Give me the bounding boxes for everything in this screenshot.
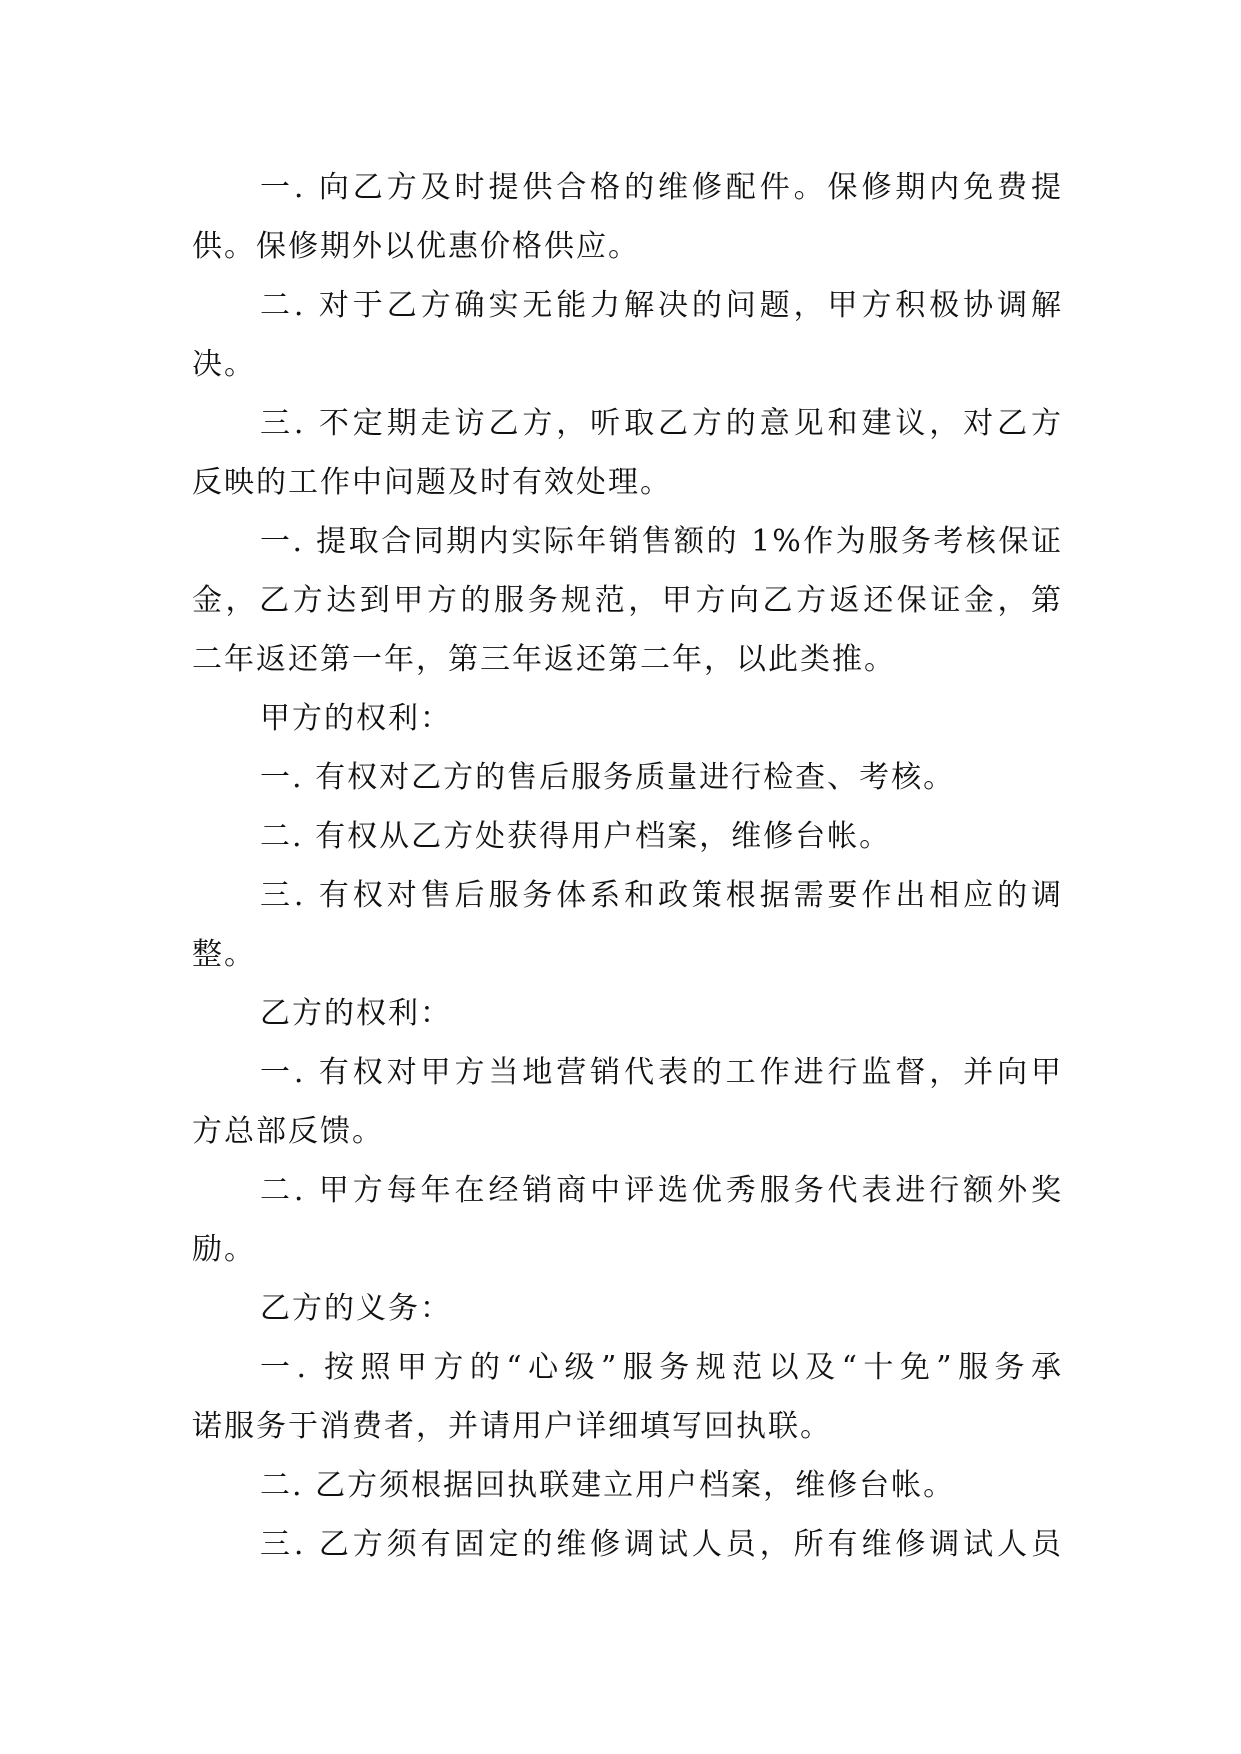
text-line: 二. 乙方须根据回执联建立用户档案，维修台帐。 [260, 1468, 956, 1503]
paragraph [192, 276, 1063, 394]
text-line: 二. 甲方每年在经销商中评选优秀服务代表进行额外奖 [260, 1173, 1063, 1208]
paragraph [192, 1161, 1063, 1279]
text-line: 方总部反馈。 [192, 1114, 384, 1149]
text-line: 一. 提取合同期内实际年销售额的 1%作为服务考核保证 [260, 524, 1063, 559]
text-line: 三. 不定期走访乙方，听取乙方的意见和建议，对乙方 [260, 406, 1063, 441]
paragraph [192, 512, 1063, 689]
paragraph [192, 866, 1063, 984]
text-line: 一. 按照甲方的“心级”服务规范以及“十免”服务承 [260, 1350, 1063, 1385]
text-line: 乙方的权利： [260, 996, 452, 1031]
text-line: 金，乙方达到甲方的服务规范，甲方向乙方返还保证金，第 [192, 583, 1063, 618]
text-line: 甲方的权利： [260, 701, 452, 736]
text-line: 励。 [192, 1232, 256, 1267]
paragraph [192, 394, 1063, 512]
text-line: 诺服务于消费者，并请用户详细填写回执联。 [192, 1409, 832, 1444]
paragraph [192, 158, 1063, 276]
section-heading [192, 1279, 1063, 1338]
document-body [192, 158, 1063, 1574]
paragraph [192, 807, 1063, 866]
text-line: 整。 [192, 937, 256, 972]
section-heading [192, 689, 1063, 748]
paragraph [192, 1043, 1063, 1161]
paragraph [192, 1338, 1063, 1456]
text-line: 供。保修期外以优惠价格供应。 [192, 229, 640, 264]
text-line: 二. 有权从乙方处获得用户档案，维修台帐。 [260, 819, 892, 854]
text-line: 三. 有权对售后服务体系和政策根据需要作出相应的调 [260, 878, 1063, 913]
text-line: 三. 乙方须有固定的维修调试人员，所有维修调试人员 [260, 1527, 1063, 1562]
text-line: 一. 有权对甲方当地营销代表的工作进行监督，并向甲 [260, 1055, 1063, 1090]
section-heading [192, 984, 1063, 1043]
text-line: 二年返还第一年，第三年返还第二年，以此类推。 [192, 642, 896, 677]
text-line: 决。 [192, 347, 256, 382]
text-line: 一. 向乙方及时提供合格的维修配件。保修期内免费提 [260, 170, 1063, 205]
paragraph [192, 748, 1063, 807]
text-line: 一. 有权对乙方的售后服务质量进行检查、考核。 [260, 760, 956, 795]
paragraph [192, 1456, 1063, 1515]
text-line: 二. 对于乙方确实无能力解决的问题，甲方积极协调解 [260, 288, 1063, 323]
text-line: 乙方的义务： [260, 1291, 452, 1326]
paragraph [192, 1515, 1063, 1574]
text-line: 反映的工作中问题及时有效处理。 [192, 465, 672, 500]
